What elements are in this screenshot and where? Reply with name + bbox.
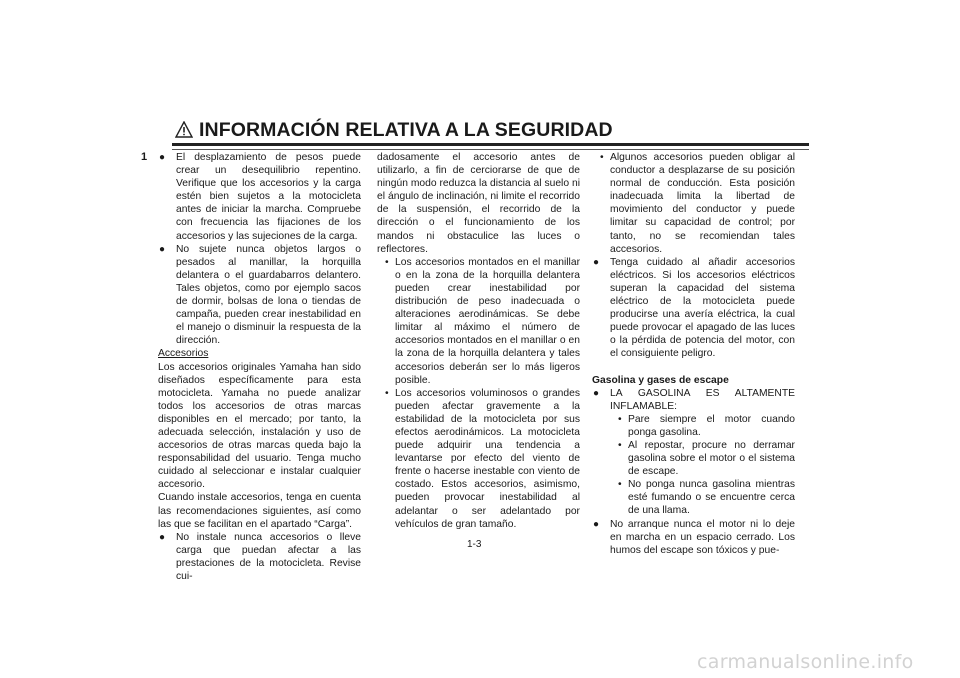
paragraph-accessories: Los accesorios originales Yamaha han sido diseñados específicamente para esta motocicleta. Yamaha no puede analizar todos los accesorios de otras marcas disponibles en el mercado; por tanto, la adecuada selección, instalación y uso de accesorios de otras marcas queda bajo la responsabilidad del usuario. Tenga mucho cuidado al seleccionar e instalar cualquier accesorio. (158, 361, 361, 491)
bullet-no-install: ● No instale nunca accesorios o lleve carga que puedan afectar a las prestaciones de la motocicleta. Revise cui- (158, 531, 361, 583)
bullet-electrical: ● Tenga cuidado al añadir accesorios eléctricos. Si los accesorios eléctricos superan la capacidad del sistema eléctrico de la motocicleta puede producirse una avería eléctrica, la cual puede provocar el apagado de las luces o la pérdida de potencia del motor, con el consiguiente peligro. (592, 256, 795, 361)
paragraph-continuation: dadosamente el accesorio antes de utilizarlo, a fin de cerciorarse de que de ningún modo reduzca la distancia al suelo ni el ángulo de inclinación, ni limite el recorrido de la suspensión, el recorrido de la dirección o el funcionamiento de los mandos ni obstaculice las luces o reflectores. (377, 152, 580, 255)
subbullet-stop-engine: • Pare siempre el motor cuando ponga gasolina. (610, 413, 795, 439)
subbullet-bulky-accessories: • Los accesorios voluminosos o grandes pueden afectar gravemente a la estabilidad de la motocicleta por sus efectos aerodinámicos. La motocicleta puede adquirir una tendencia a levantarse por efecto del viento de frente o hacerse inestable con viento de costado. Estos accesorios, asimismo, pueden provocar inestabilidad al adelantar o ser adelantado por vehículos de gran tamaño. (377, 387, 580, 531)
chapter-tab: 1 (141, 151, 148, 163)
subbullet-no-smoking: • No ponga nunca gasolina mientras esté fumando o se encuentre cerca de una llama. (610, 478, 795, 517)
subbullet-rider-position: • Algunos accesorios pueden obligar al conductor a desplazarse de su posición normal de conducción. Esta posición inadecuada limita la libertad de movimiento del conductor y puede limitar su capacidad de control; por tanto, no se recomiendan tales accesorios. (592, 151, 795, 256)
column-2 (377, 151, 580, 531)
subbullet-no-spill: • Al repostar, procure no derramar gasolina sobre el motor o el sistema de escape. (610, 439, 795, 478)
column-1 (158, 151, 361, 583)
section-title: INFORMACIÓN RELATIVA A LA SEGURIDAD (199, 119, 613, 141)
column-3 (592, 151, 795, 557)
heading-fuel-exhaust: Gasolina y gases de escape (592, 374, 729, 386)
subbullet-handlebar-accessories: • Los accesorios montados en el manillar o en la zona de la horquilla delantera pueden crear inestabilidad por distribución de peso inadecuada o alteraciones aerodinámicas. Se debe limitar al máximo el número de accesorios montados en el manillar o en la zona de la horquilla delantera y tales accesorios deberán ser lo más ligeros posible. (377, 256, 580, 387)
paragraph-install: Cuando instale accesorios, tenga en cuenta las recomendaciones siguientes, así como las que se facilitan en el apartado “Carga”. (158, 492, 361, 530)
section-header (172, 119, 809, 146)
bullet-long-objects: ● No sujete nunca objetos largos o pesados al manillar, la horquilla delantera o el guardabarros delantero. Tales objetos, como por ejemplo sacos de dormir, bolsas de lona o tiendas de campaña, pueden crear inestabilidad en el manejo o disminuir la respuesta de la dirección. (158, 243, 361, 348)
bullet-weight-shift: ● El desplazamiento de pesos puede crear un desequilibrio repentino. Verifique que los accesorios y la carga estén bien sujetos a la motocicleta antes de iniciar la marcha. Compruebe con frecuencia las fijaciones de los accesorios y las sujeciones de la carga. (158, 151, 361, 243)
bullet-flammable: ● LA GASOLINA ES ALTAMENTE INFLAMABLE: (592, 387, 795, 413)
warning-triangle-icon (175, 121, 193, 138)
bullet-enclosed-space: ● No arranque nunca el motor ni lo deje en marcha en un espacio cerrado. Los humos del escape son tóxicos y pue- (592, 518, 795, 557)
subheading-accesorios: Accesorios (158, 348, 209, 360)
header-underline (172, 149, 809, 150)
page-number: 1-3 (467, 539, 482, 550)
watermark: carmanualsonline.info (697, 651, 914, 673)
